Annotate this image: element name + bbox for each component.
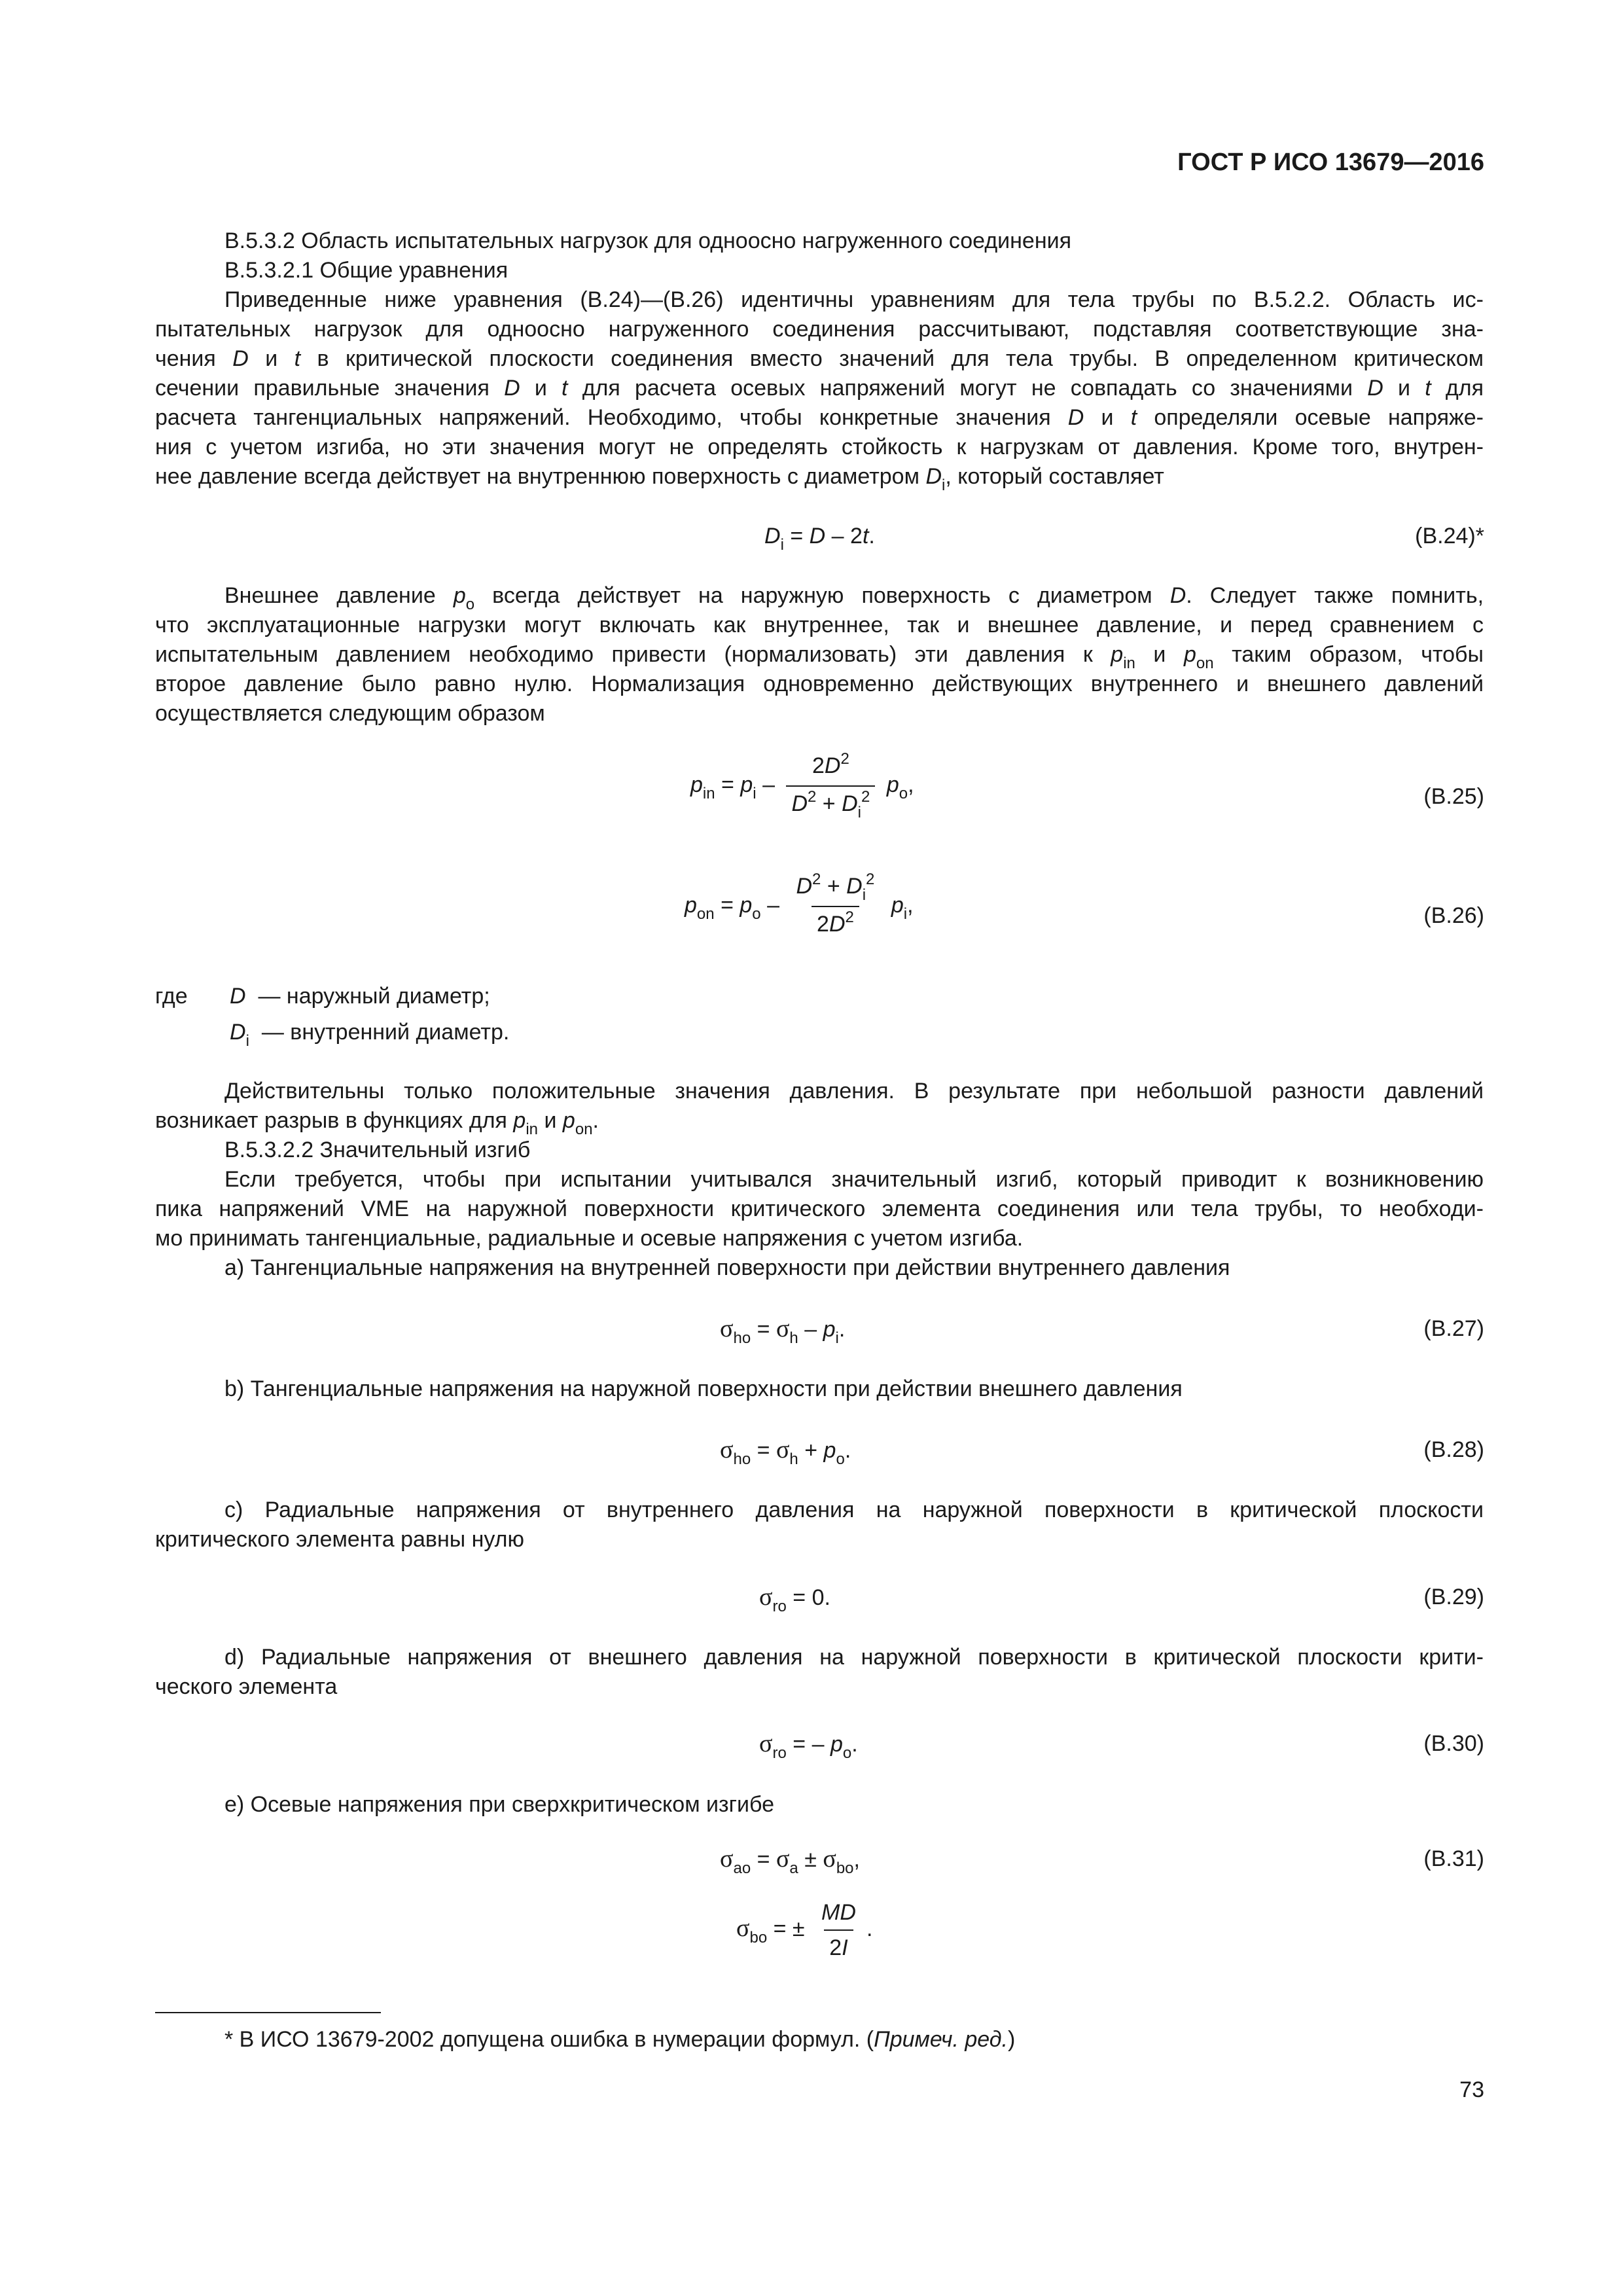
equation-b30: $\sigma_{ro}$ = – $p_o$.: [759, 1730, 858, 1762]
definition-d: D — наружный диаметр;: [230, 984, 490, 1009]
section-title-b53222: В.5.3.2.2 Значительный изгиб: [224, 1138, 531, 1162]
item-d-line1: d) Радиальные напряжения от внешнего давления на наружной поверхности в критической плоскости крити-: [224, 1645, 1484, 1670]
section-title-b53221: В.5.3.2.1 Общие уравнения: [224, 258, 508, 283]
para2-line3: испытательным давлением необходимо привести (нормализовать) эти давления к $p_{in}$ и $p_{on}$ таким образом, чтобы: [155, 642, 1484, 672]
footnote-separator: [155, 2012, 381, 2013]
para2-line5: осуществляется следующим образом: [155, 701, 545, 726]
para3-line1: Действительны только положительные значения давления. В результате при небольшой разности давлений: [224, 1079, 1484, 1103]
equation-number-b27: (В.27): [1423, 1316, 1484, 1341]
equation-b25: $p_{in} = p_i$ – $\frac{2D^2}{D^2 + D_i^2}$ $p_o$,: [690, 750, 914, 821]
para1-line2: пытательных нагрузок для одноосно нагруженного соединения рассчитывают, подставляя соответствующие зна-: [155, 317, 1484, 342]
equation-number-b30: (В.30): [1423, 1731, 1484, 1756]
para2-line2: что эксплуатационные нагрузки могут включать как внутреннее, так и внешнее давление, и перед сравнением с: [155, 613, 1484, 637]
definition-di: $D_i$ — внутренний диаметр.: [230, 1020, 510, 1050]
equation-number-b29: (В.29): [1423, 1585, 1484, 1609]
document-code-header: ГОСТ Р ИСО 13679—2016: [1177, 149, 1484, 176]
item-d-line2: ческого элемента: [155, 1674, 338, 1699]
para1-line4: сечении правильные значения D и t для расчета осевых напряжений могут не совпадать со значениями D и t для: [155, 376, 1484, 401]
equation-b24: $D_i = D - 2t$.: [764, 524, 875, 554]
equation-b27: $\sigma_{ho} = \sigma_h - p_i$.: [720, 1315, 846, 1347]
para3-line2: возникает разрыв в функциях для $p_{in}$ и $p_{on}$.: [155, 1108, 599, 1138]
para2-line1: Внешнее давление $p_o$ всегда действует на наружную поверхность с диаметром D. Следует также помнить,: [224, 583, 1484, 613]
equation-number-b31: (В.31): [1423, 1846, 1484, 1871]
equation-sigma-bo-fraction: $\frac{MD}{2I}$: [816, 1898, 861, 1962]
para4-line2: пика напряжений VME на наружной поверхности критического элемента соединения или тела трубы, то необходи-: [155, 1196, 1484, 1221]
equation-b26-fraction: $\frac{D^2 + D_i^2}{2D^2}$: [791, 872, 880, 941]
equation-b26: $p_{on} = p_o$ – $\frac{D^2 + D_i^2}{2D^2}$ $p_i$,: [685, 872, 914, 941]
page-number: 73: [1459, 2077, 1484, 2102]
item-e: е) Осевые напряжения при сверхкритическом изгибе: [224, 1792, 775, 1817]
para4-line3: мо принимать тангенциальные, радиальные и осевые напряжения с учетом изгиба.: [155, 1226, 1024, 1251]
equation-b29: $\sigma_{ro} = 0$.: [759, 1583, 830, 1615]
para2-line4: второе давление было равно нулю. Нормализация одновременно действующих внутреннего и внешнего давлений: [155, 672, 1484, 696]
para4-line1: Если требуется, чтобы при испытании учитывался значительный изгиб, который приводит к возникновению: [224, 1167, 1484, 1192]
para1-line3: чения D и t в критической плоскости соединения вместо значений для тела трубы. В определенном критическом: [155, 346, 1484, 371]
equation-b31: $\sigma_{ao} = \sigma_a \pm \sigma_{bo}$,: [720, 1845, 860, 1877]
para1-line7: нее давление всегда действует на внутреннюю поверхность с диаметром $D_i$, который составляет: [155, 464, 1164, 494]
item-b: b) Тангенциальные напряжения на наружной поверхности при действии внешнего давления: [224, 1376, 1183, 1401]
equation-b25-fraction: $\frac{2D^2}{D^2 + D_i^2}$: [786, 751, 875, 821]
footnote: * В ИСО 13679-2002 допущена ошибка в нумерации формул. (Примеч. ред.): [224, 2027, 1016, 2052]
equation-sigma-bo: $\sigma_{bo}$ = ± $\frac{MD}{2I}$ .: [736, 1898, 872, 1962]
where-label: где: [155, 984, 188, 1009]
para1-line6: ния с учетом изгиба, но эти значения могут не определять стойкость к нагрузкам от давления. Кроме того, внутрен-: [155, 435, 1484, 459]
para1-line5: расчета тангенциальных напряжений. Необходимо, чтобы конкретные значения D и t определяли осевые напряже-: [155, 405, 1484, 430]
item-a: а) Тангенциальные напряжения на внутренней поверхности при действии внутреннего давления: [224, 1255, 1230, 1280]
equation-number-b24: (В.24)*: [1415, 524, 1484, 548]
item-c-line1: c) Радиальные напряжения от внутреннего давления на наружной поверхности в критической плоскости: [224, 1498, 1484, 1522]
item-c-line2: критического элемента равны нулю: [155, 1527, 525, 1552]
equation-number-b25: (В.25): [1423, 784, 1484, 809]
equation-number-b26: (В.26): [1423, 903, 1484, 928]
equation-b28: $\sigma_{ho} = \sigma_h + p_o$.: [720, 1436, 851, 1468]
equation-number-b28: (В.28): [1423, 1437, 1484, 1462]
section-title-b5322: В.5.3.2 Область испытательных нагрузок для одноосно нагруженного соединения: [224, 228, 1072, 253]
para1-line1: Приведенные ниже уравнения (В.24)—(В.26) идентичны уравнениям для тела трубы по В.5.2.2. Область ис-: [224, 287, 1484, 312]
